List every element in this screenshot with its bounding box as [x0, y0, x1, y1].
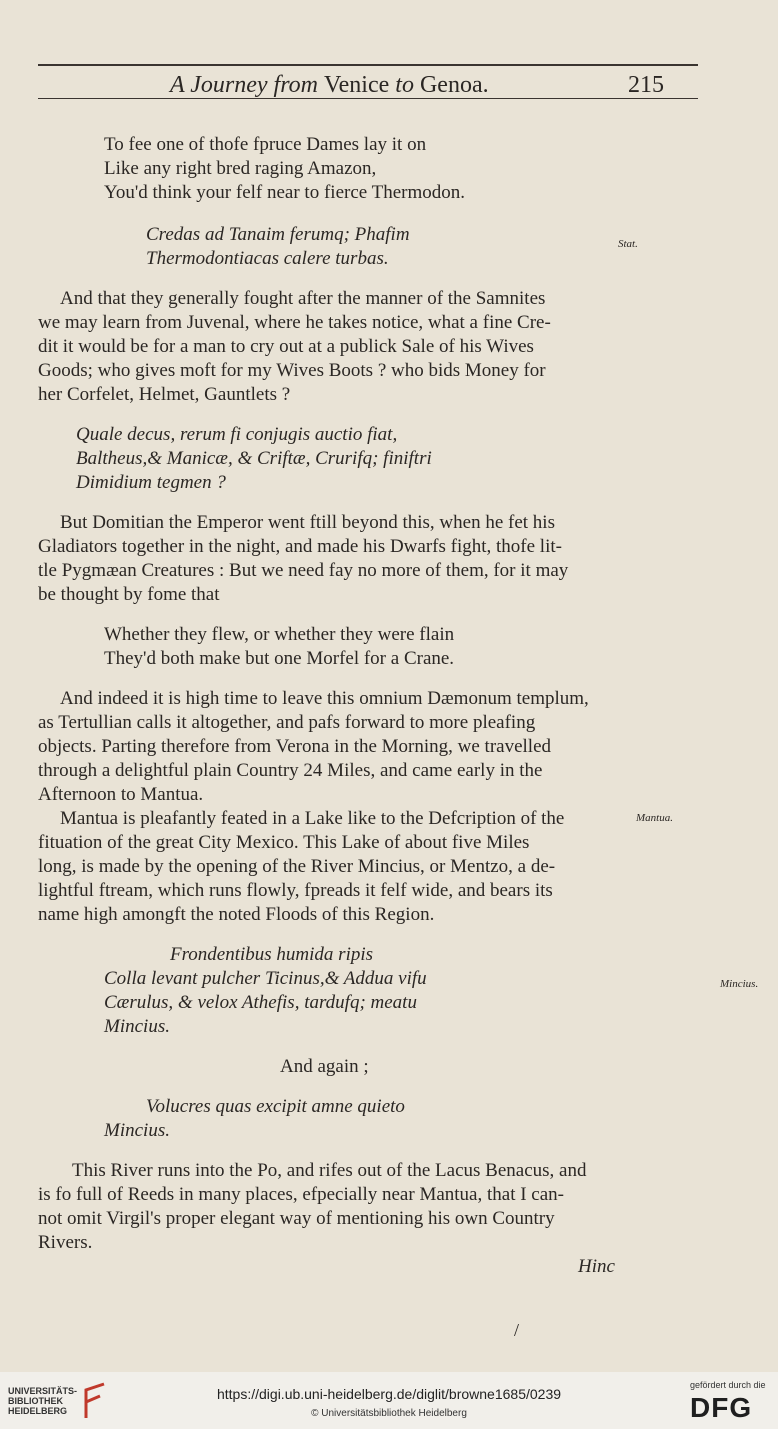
text-line: But Domitian the Emperor went ftill beyond this, when he fet his	[60, 512, 555, 533]
text-line: long, is made by the opening of the River Mincius, or Mentzo, a de-	[38, 856, 556, 877]
text-line: And that they generally fought after the manner of the Samnites	[60, 288, 546, 309]
text-line: not omit Virgil's proper elegant way of mentioning his own Country	[38, 1208, 555, 1229]
text-line: Goods; who gives moft for my Wives Boots ? who bids Money for	[38, 360, 546, 381]
header-rule-top	[38, 64, 698, 66]
latin-line: Thermodontiacas calere turbas.	[146, 248, 389, 269]
latin-line: Dimidium tegmen ?	[76, 472, 226, 493]
text-line: her Corfelet, Helmet, Gauntlets ?	[38, 384, 291, 405]
text-line: is fo full of Reeds in many places, efpecially near Mantua, that I can-	[38, 1184, 564, 1205]
copyright: © Universitätsbibliothek Heidelberg	[311, 1408, 467, 1419]
latin-line: Quale decus, rerum fi conjugis auctio fiat,	[76, 424, 398, 445]
text-line: Like any right bred raging Amazon,	[104, 158, 377, 179]
text-line: as Tertullian calls it altogether, and pafs forward to more pleafing	[38, 712, 536, 733]
latin-line: Baltheus,& Manicæ, & Criftæ, Crurifq; finiftri	[76, 448, 432, 469]
latin-line: Volucres quas excipit amne quieto	[146, 1096, 405, 1117]
text-line: Rivers.	[38, 1232, 93, 1253]
marginal-note-mantua: Mantua.	[636, 812, 673, 824]
text-line: Mantua is pleafantly feated in a Lake like to the Defcription of the	[60, 808, 565, 829]
text-line: objects. Parting therefore from Verona in the Morning, we travelled	[38, 736, 552, 757]
text-line: Afternoon to Mantua.	[38, 784, 204, 805]
latin-line: Frondentibus humida ripis	[170, 944, 374, 965]
verse-line: They'd both make but one Morfel for a Crane.	[104, 648, 455, 669]
text-line: dit it would be for a man to cry out at a publick Sale of his Wives	[38, 336, 534, 357]
text-line: tle Pygmæan Creatures : But we need fay no more of them, for it may	[38, 560, 569, 581]
header-rule-bottom	[38, 98, 698, 99]
text-line: be thought by fome that	[38, 584, 220, 605]
text-line: And again ;	[280, 1056, 369, 1077]
latin-line: Cærulus, & velox Athefis, tardufq; meatu	[104, 992, 417, 1013]
verse-line: Whether they flew, or whether they were flain	[104, 624, 455, 645]
marginal-note-mincius: Mincius.	[720, 978, 759, 990]
text-line: fituation of the great City Mexico. This Lake of about five Miles	[38, 832, 530, 853]
text-line: we may learn from Juvenal, where he takes notice, what a fine Cre-	[38, 312, 551, 333]
latin-line: Mincius.	[104, 1016, 170, 1037]
page-number: 215	[628, 72, 664, 98]
source-url[interactable]: https://digi.ub.uni-heidelberg.de/diglit/browne1685/0239	[216, 1386, 562, 1402]
marginal-note-stat: Stat.	[618, 238, 638, 250]
running-head: A Journey from Venice to Genoa.	[170, 72, 489, 98]
funded-by-label: gefördert durch die	[690, 1380, 766, 1390]
latin-line: Colla levant pulcher Ticinus,& Addua vifu	[104, 968, 427, 989]
library-logo-text: UNIVERSITÄTS- BIBLIOTHEK HEIDELBERG	[8, 1386, 78, 1416]
pen-mark: /	[514, 1320, 520, 1340]
latin-line: Mincius.	[104, 1120, 170, 1141]
text-line: name high amongft the noted Floods of this Region.	[38, 904, 435, 925]
text-line: You'd think your felf near to fierce Thermodon.	[104, 182, 465, 203]
text-line: And indeed it is high time to leave this omnium Dæmonum templum,	[60, 688, 589, 709]
catchword: Hinc	[578, 1256, 615, 1277]
text-line: This River runs into the Po, and rifes out of the Lacus Benacus, and	[72, 1160, 587, 1181]
text-line: lightful ftream, which runs flowly, fpreads it felf wide, and bears its	[38, 880, 553, 901]
text-line: Gladiators together in the night, and made his Dwarfs fight, thofe lit-	[38, 536, 562, 557]
latin-line: Credas ad Tanaim ferumq; Phafim	[146, 224, 410, 245]
text-line: To fee one of thofe fpruce Dames lay it on	[104, 134, 427, 155]
dfg-logo: DFG	[690, 1392, 753, 1423]
text-line: through a delightful plain Country 24 Miles, and came early in the	[38, 760, 543, 781]
